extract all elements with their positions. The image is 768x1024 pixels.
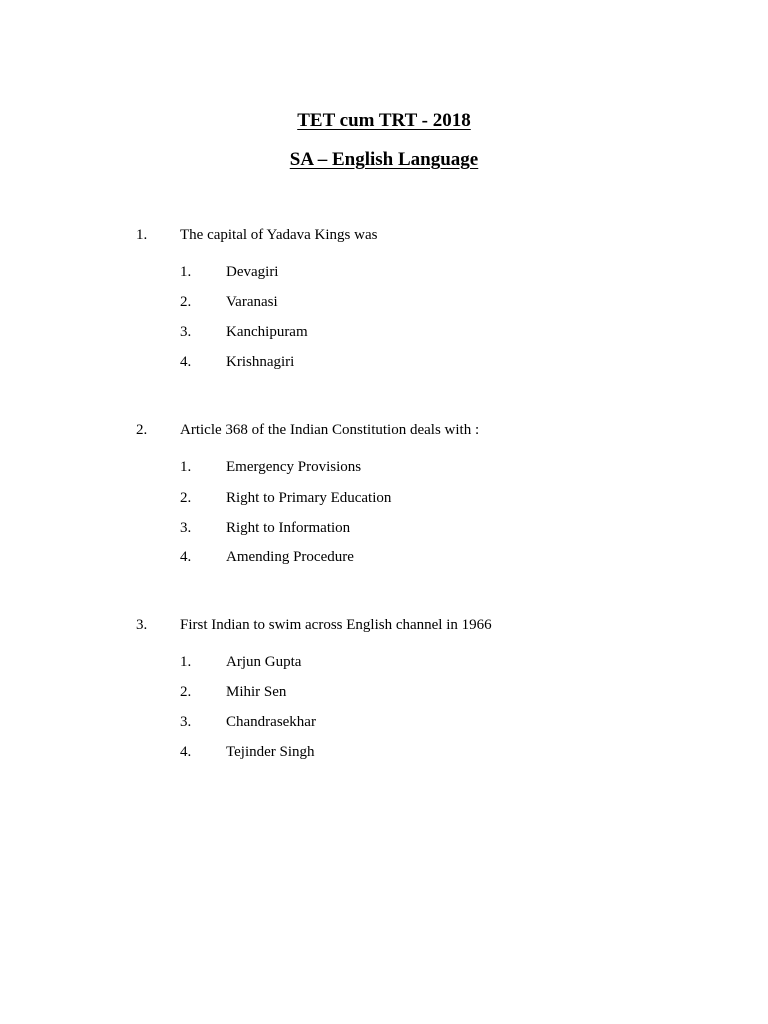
question-text: First Indian to swim across English channel in 1966: [180, 617, 492, 633]
option-item: [0, 714, 768, 734]
question-number: 2.: [136, 422, 148, 438]
option-number: 1.: [180, 654, 192, 670]
question-stem: [0, 227, 768, 247]
option-item: [0, 324, 768, 344]
option-number: 2.: [180, 684, 192, 700]
option-item: [0, 520, 768, 540]
option-item: [0, 354, 768, 374]
option-text: Emergency Provisions: [226, 459, 362, 475]
option-text: Krishnagiri: [226, 354, 295, 370]
option-text: Varanasi: [226, 294, 278, 310]
question-stem: [0, 422, 768, 442]
option-number: 4.: [180, 549, 192, 565]
question-text: The capital of Yadava Kings was: [180, 227, 378, 243]
option-text: Tejinder Singh: [226, 744, 315, 760]
question-number: 1.: [136, 227, 148, 243]
option-text: Chandrasekhar: [226, 714, 316, 730]
option-item: [0, 294, 768, 314]
question-stem: [0, 617, 768, 637]
option-text: Devagiri: [226, 264, 279, 280]
option-number: 3.: [180, 520, 192, 536]
option-text: Kanchipuram: [226, 324, 308, 340]
document-title: TET cum TRT - 2018: [297, 110, 471, 131]
option-number: 4.: [180, 744, 192, 760]
option-number: 3.: [180, 324, 192, 340]
option-item: [0, 264, 768, 284]
option-item: [0, 490, 768, 510]
option-text: Right to Primary Education: [226, 490, 392, 506]
option-text: Right to Information: [226, 520, 351, 536]
option-number: 1.: [180, 459, 192, 475]
option-number: 1.: [180, 264, 192, 280]
option-text: Mihir Sen: [226, 684, 287, 700]
option-item: [0, 459, 768, 479]
option-number: 3.: [180, 714, 192, 730]
question-text: Article 368 of the Indian Constitution deals with :: [180, 422, 480, 438]
option-item: [0, 654, 768, 674]
option-number: 2.: [180, 294, 192, 310]
option-text: Amending Procedure: [226, 549, 354, 565]
option-number: 4.: [180, 354, 192, 370]
option-item: [0, 744, 768, 764]
option-item: [0, 549, 768, 569]
option-text: Arjun Gupta: [226, 654, 302, 670]
question-number: 3.: [136, 617, 148, 633]
option-item: [0, 684, 768, 704]
document-subtitle: SA – English Language: [289, 149, 479, 170]
option-number: 2.: [180, 490, 192, 506]
